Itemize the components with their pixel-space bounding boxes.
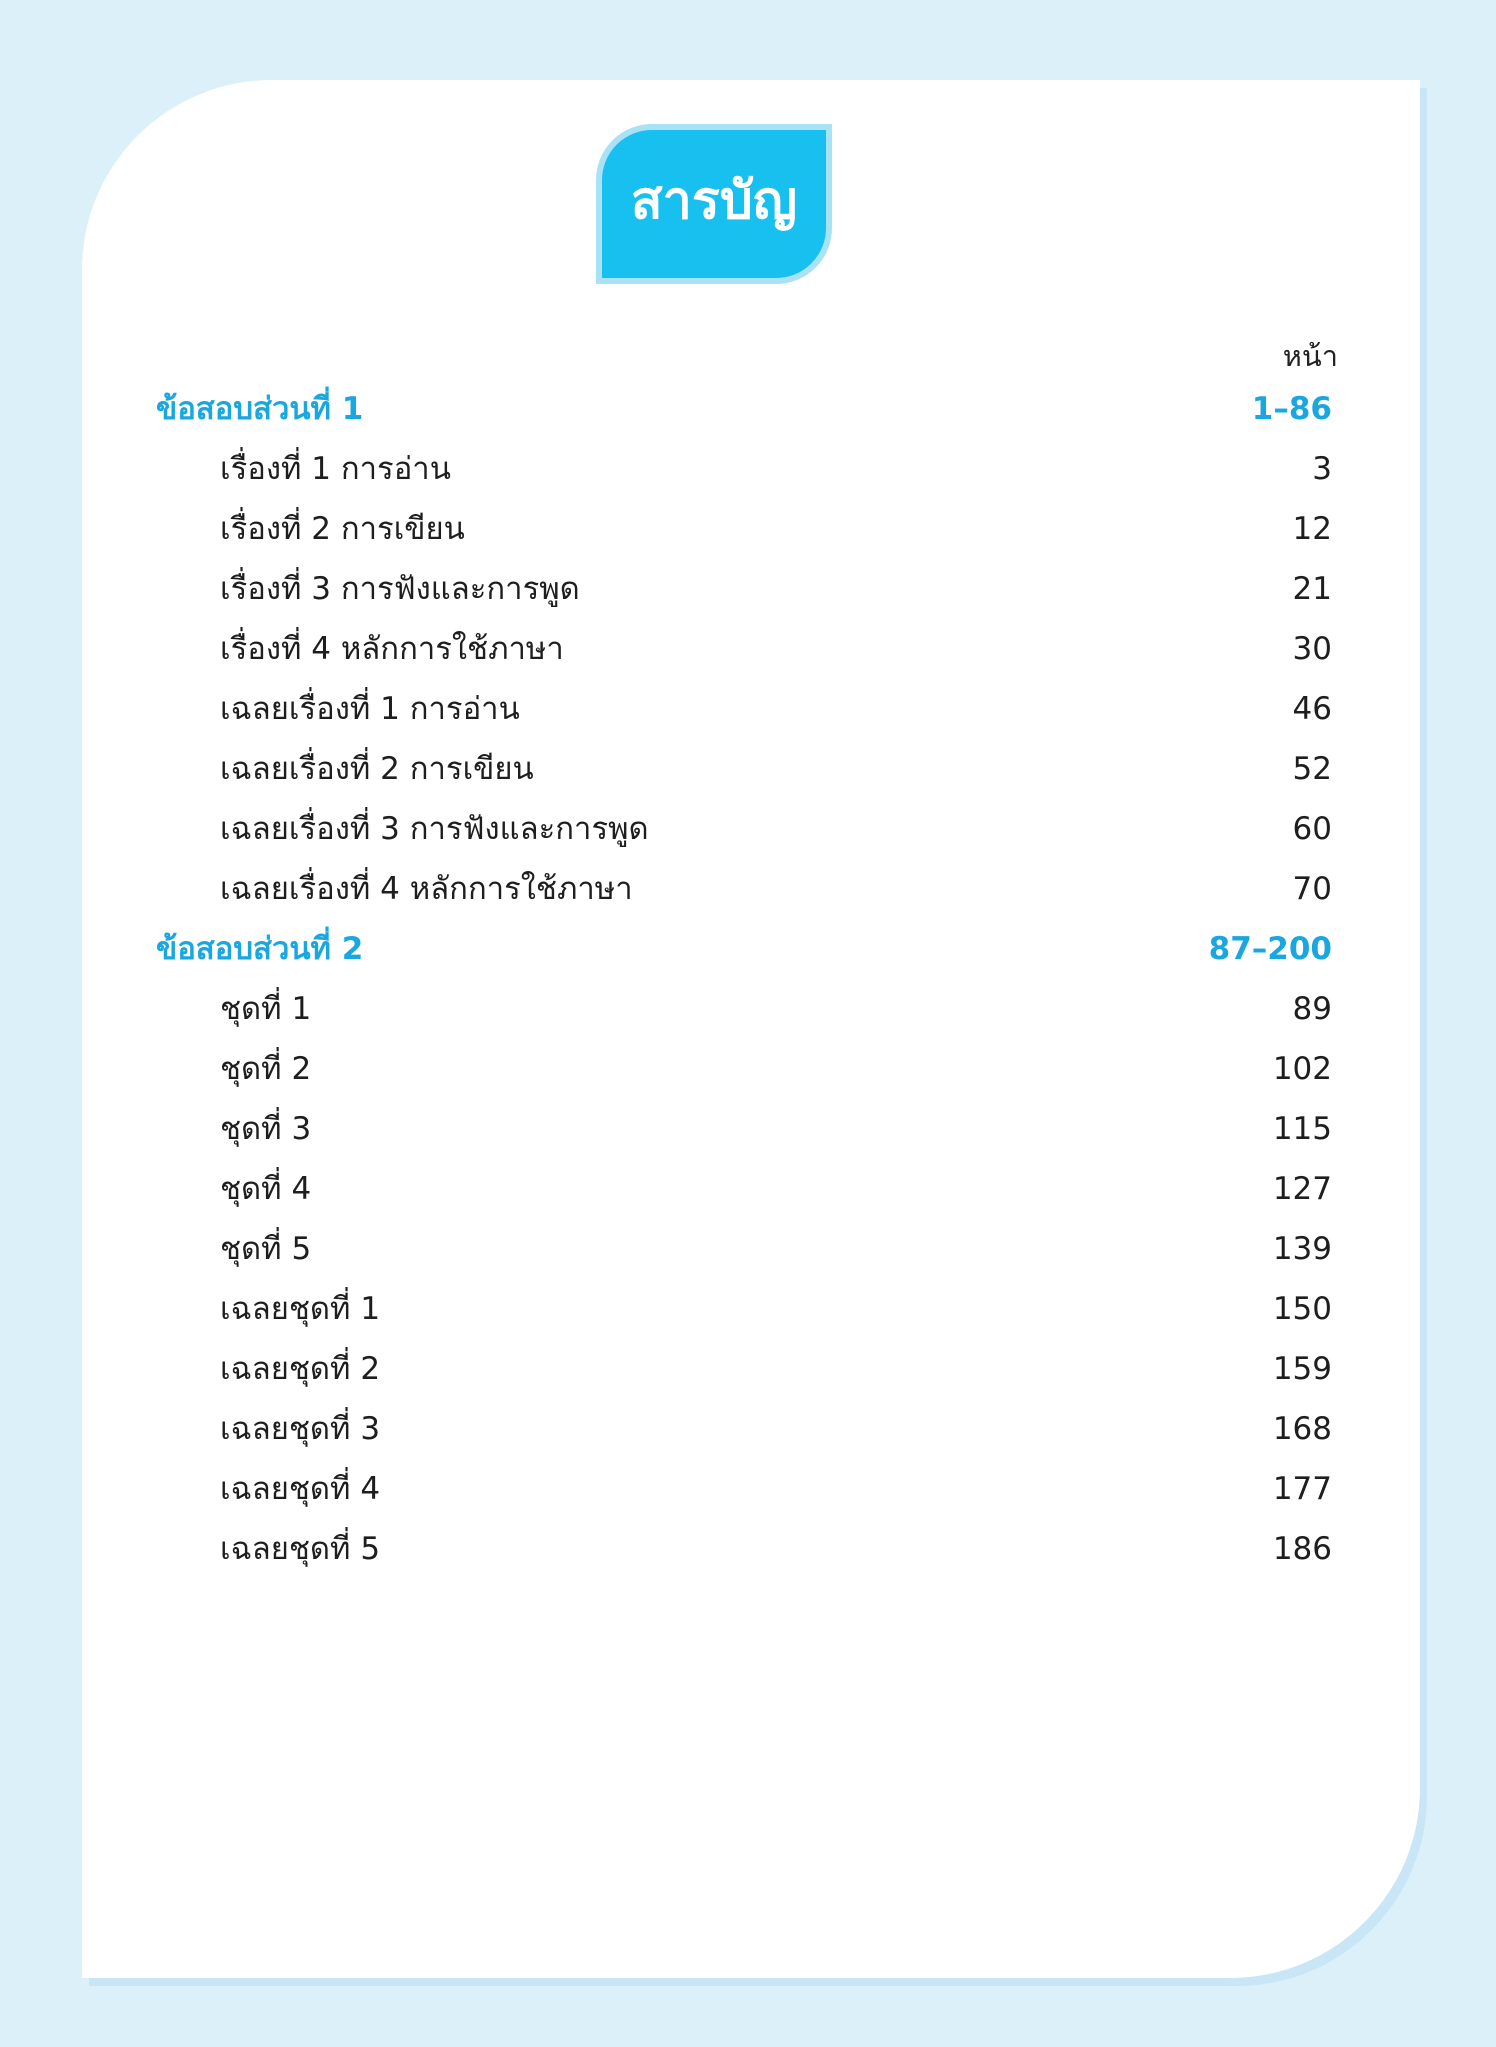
toc-entry[interactable]: [0, 1286, 1496, 1332]
toc-entry-label: ชุดที่ 4: [220, 1171, 312, 1207]
toc-section-label: ข้อสอบส่วนที่ 1: [156, 391, 364, 427]
toc-entry-page: 186: [1272, 1531, 1332, 1567]
toc-entry-label: เรื่องที่ 1 การอ่าน: [220, 451, 451, 487]
toc-entry-page: 115: [1272, 1111, 1332, 1147]
toc-entry-page: 168: [1272, 1411, 1332, 1447]
toc-entry[interactable]: [0, 686, 1496, 732]
page-column-label: หน้า: [1282, 339, 1338, 373]
toc-entry[interactable]: [0, 1346, 1496, 1392]
toc-entry[interactable]: [0, 806, 1496, 852]
toc-entry-label: เฉลยเรื่องที่ 3 การฟังและการพูด: [220, 811, 649, 847]
toc-entry[interactable]: [0, 1226, 1496, 1272]
toc-section-label: ข้อสอบส่วนที่ 2: [156, 931, 364, 967]
toc-entry[interactable]: [0, 446, 1496, 492]
toc-entry-page: 127: [1272, 1171, 1332, 1207]
toc-entry-page: 139: [1272, 1231, 1332, 1267]
toc-entry[interactable]: [0, 1466, 1496, 1512]
toc-section-pages: 87–200: [1208, 931, 1332, 967]
toc-entry[interactable]: [0, 746, 1496, 792]
toc-entry[interactable]: [0, 566, 1496, 612]
toc-entry[interactable]: [0, 626, 1496, 672]
toc-entry[interactable]: [0, 506, 1496, 552]
toc-entry-label: เฉลยชุดที่ 5: [220, 1531, 381, 1567]
toc-entry-page: 159: [1272, 1351, 1332, 1387]
toc-entry-label: ชุดที่ 1: [220, 991, 312, 1027]
toc-entry-page: 3: [1312, 451, 1332, 487]
toc-entry-label: เรื่องที่ 2 การเขียน: [220, 511, 465, 547]
toc-entry[interactable]: [0, 1106, 1496, 1152]
toc-entry-page: 46: [1292, 691, 1332, 727]
toc-entry-label: ชุดที่ 2: [220, 1051, 312, 1087]
toc-entry-label: เฉลยชุดที่ 1: [220, 1291, 381, 1327]
toc-section-heading[interactable]: [0, 386, 1496, 432]
toc-entry-page: 70: [1292, 871, 1332, 907]
toc-entry[interactable]: [0, 1166, 1496, 1212]
toc-entry[interactable]: [0, 1406, 1496, 1452]
page-title: สารบัญ: [630, 171, 798, 231]
toc-entry-label: เฉลยชุดที่ 3: [220, 1411, 381, 1447]
toc-entry[interactable]: [0, 866, 1496, 912]
toc-entry-page: 89: [1292, 991, 1332, 1027]
toc-entry-label: เฉลยเรื่องที่ 1 การอ่าน: [220, 691, 520, 727]
toc-entry-label: ชุดที่ 3: [220, 1111, 312, 1147]
toc-entry-page: 177: [1272, 1471, 1332, 1507]
toc-entry[interactable]: [0, 1046, 1496, 1092]
toc-entry-label: เรื่องที่ 3 การฟังและการพูด: [220, 571, 580, 607]
toc-entry[interactable]: [0, 986, 1496, 1032]
toc-section-pages: 1–86: [1251, 391, 1332, 427]
toc-entry-label: เฉลยเรื่องที่ 2 การเขียน: [220, 751, 534, 787]
toc-entry-page: 60: [1292, 811, 1332, 847]
toc-entry-page: 21: [1292, 571, 1332, 607]
toc-section-heading[interactable]: [0, 926, 1496, 972]
toc-entry-page: 52: [1292, 751, 1332, 787]
toc-entry-page: 150: [1272, 1291, 1332, 1327]
toc-entry[interactable]: [0, 1526, 1496, 1572]
toc-entry-page: 12: [1292, 511, 1332, 547]
toc-entry-page: 30: [1292, 631, 1332, 667]
toc-entry-label: เฉลยชุดที่ 2: [220, 1351, 381, 1387]
title-tab: [596, 124, 832, 284]
toc-entry-label: ชุดที่ 5: [220, 1231, 312, 1267]
toc-entry-label: เฉลยชุดที่ 4: [220, 1471, 381, 1507]
toc-entry-label: เฉลยเรื่องที่ 4 หลักการใช้ภาษา: [220, 871, 633, 907]
toc-entry-page: 102: [1272, 1051, 1332, 1087]
toc-entry-label: เรื่องที่ 4 หลักการใช้ภาษา: [220, 631, 564, 667]
